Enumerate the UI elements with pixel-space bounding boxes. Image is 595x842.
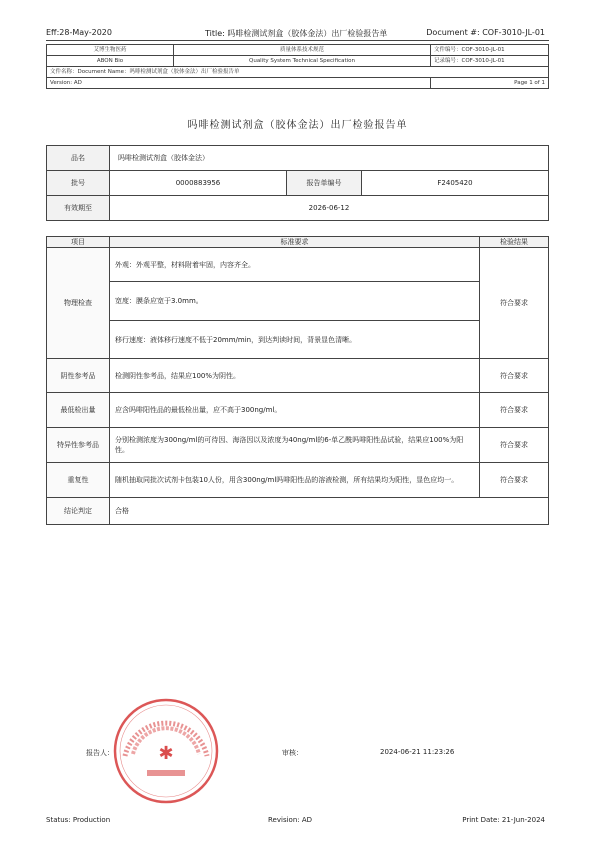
footer-print-date: Print Date: 21-Jun-2024 bbox=[462, 816, 545, 824]
row-requirement: 移行速度：液体移行速度不低于20mm/min，到达判读时间，背景显色清晰。 bbox=[110, 321, 480, 359]
product-info-table bbox=[46, 145, 549, 221]
row-item: 最低检出量 bbox=[47, 393, 110, 428]
table-row bbox=[47, 359, 549, 393]
product-name-value: 吗啡检测试剂盒（胶体金法） bbox=[110, 146, 549, 171]
row-item: 重复性 bbox=[47, 463, 110, 498]
row-item: 物理检查 bbox=[47, 248, 110, 359]
row-result: 符合要求 bbox=[480, 393, 549, 428]
spec-name-en: Quality System Technical Specification bbox=[174, 56, 431, 67]
footer-status: Status: Production bbox=[46, 816, 111, 824]
row-result: 符合要求 bbox=[480, 359, 549, 393]
document-control-table bbox=[46, 44, 549, 89]
reviewer-label: 审核： bbox=[282, 749, 303, 757]
report-title: 吗啡检测试剂盒（胶体金法）出厂检验报告单 bbox=[187, 120, 408, 131]
report-number-label: 报告单编号 bbox=[287, 171, 362, 196]
row-requirement: 宽度：膜条应宽于3.0mm。 bbox=[110, 282, 480, 321]
company-name-cn: 艾博生物医药 bbox=[47, 45, 174, 56]
spec-name-cn: 质量体系技术规范 bbox=[174, 45, 431, 56]
table-row bbox=[47, 248, 549, 282]
table-row bbox=[47, 428, 549, 463]
lot-label: 批号 bbox=[47, 171, 110, 196]
lot-value: 0000883956 bbox=[110, 171, 287, 196]
page-cell: Page 1 of 1 bbox=[431, 78, 549, 89]
reporter-label: 报告人： bbox=[86, 749, 114, 757]
report-number-value: F2405420 bbox=[362, 171, 549, 196]
svg-text:✱: ✱ bbox=[158, 743, 174, 764]
row-item: 特异性参考品 bbox=[47, 428, 110, 463]
table-row bbox=[47, 393, 549, 428]
product-name-label: 品名 bbox=[47, 146, 110, 171]
row-result: 符合要求 bbox=[480, 463, 549, 498]
table-row bbox=[47, 321, 549, 359]
footer-revision: Revision: AD bbox=[268, 816, 313, 824]
row-requirement: 随机抽取同批次试剂卡包装10人份，用含300ng/ml吗啡阳性品的溶液检测，所有结果均为阳性，显色应均一。 bbox=[110, 463, 480, 498]
version-cell: Version: AD bbox=[47, 78, 431, 89]
header-result: 检验结果 bbox=[480, 237, 549, 248]
header-rule bbox=[46, 40, 549, 41]
row-requirement: 外观：外观平整，材料附着牢固，内容齐全。 bbox=[110, 248, 480, 282]
row-requirement: 分别检测浓度为300ng/ml的可待因、海洛因以及浓度为40ng/ml的6-单乙酰吗啡阳性品试验，结果应100%为阳性。 bbox=[110, 428, 480, 463]
doc-name-cell: 文件名称：Document Name：吗啡检测试剂盒（胶体金法）出厂检验报告单 bbox=[47, 67, 549, 78]
table-row bbox=[47, 498, 549, 525]
row-result: 符合要求 bbox=[480, 248, 549, 359]
results-table bbox=[46, 236, 549, 525]
row-item: 结论判定 bbox=[47, 498, 110, 525]
review-datetime: 2024-06-21 11:23:26 bbox=[380, 748, 455, 756]
document-number: Document #: COF-3010-JL-01 bbox=[426, 28, 545, 37]
table-row bbox=[47, 463, 549, 498]
row-requirement: 合格 bbox=[110, 498, 549, 525]
document-title: Title: 吗啡检测试剂盒（胶体金法）出厂检验报告单 bbox=[205, 29, 388, 38]
effective-date: Eff:28-May-2020 bbox=[46, 28, 112, 37]
company-stamp bbox=[111, 696, 221, 806]
expiry-label: 有效期至 bbox=[47, 196, 110, 221]
row-requirement: 应含吗啡阳性品的最低检出量，应不高于300ng/ml。 bbox=[110, 393, 480, 428]
doc-number-cell: 文件编号：COF-3010-JL-01 bbox=[431, 45, 549, 56]
header-item: 项目 bbox=[47, 237, 110, 248]
row-requirement: 检测阴性参考品，结果应100%为阴性。 bbox=[110, 359, 480, 393]
table-row bbox=[47, 282, 549, 321]
record-number-cell: 记录编号：COF-3010-JL-01 bbox=[431, 56, 549, 67]
header-requirement: 标准要求 bbox=[110, 237, 480, 248]
company-name-en: ABON Bio bbox=[47, 56, 174, 67]
row-item: 阴性参考品 bbox=[47, 359, 110, 393]
row-result: 符合要求 bbox=[480, 428, 549, 463]
expiry-value: 2026-06-12 bbox=[110, 196, 549, 221]
